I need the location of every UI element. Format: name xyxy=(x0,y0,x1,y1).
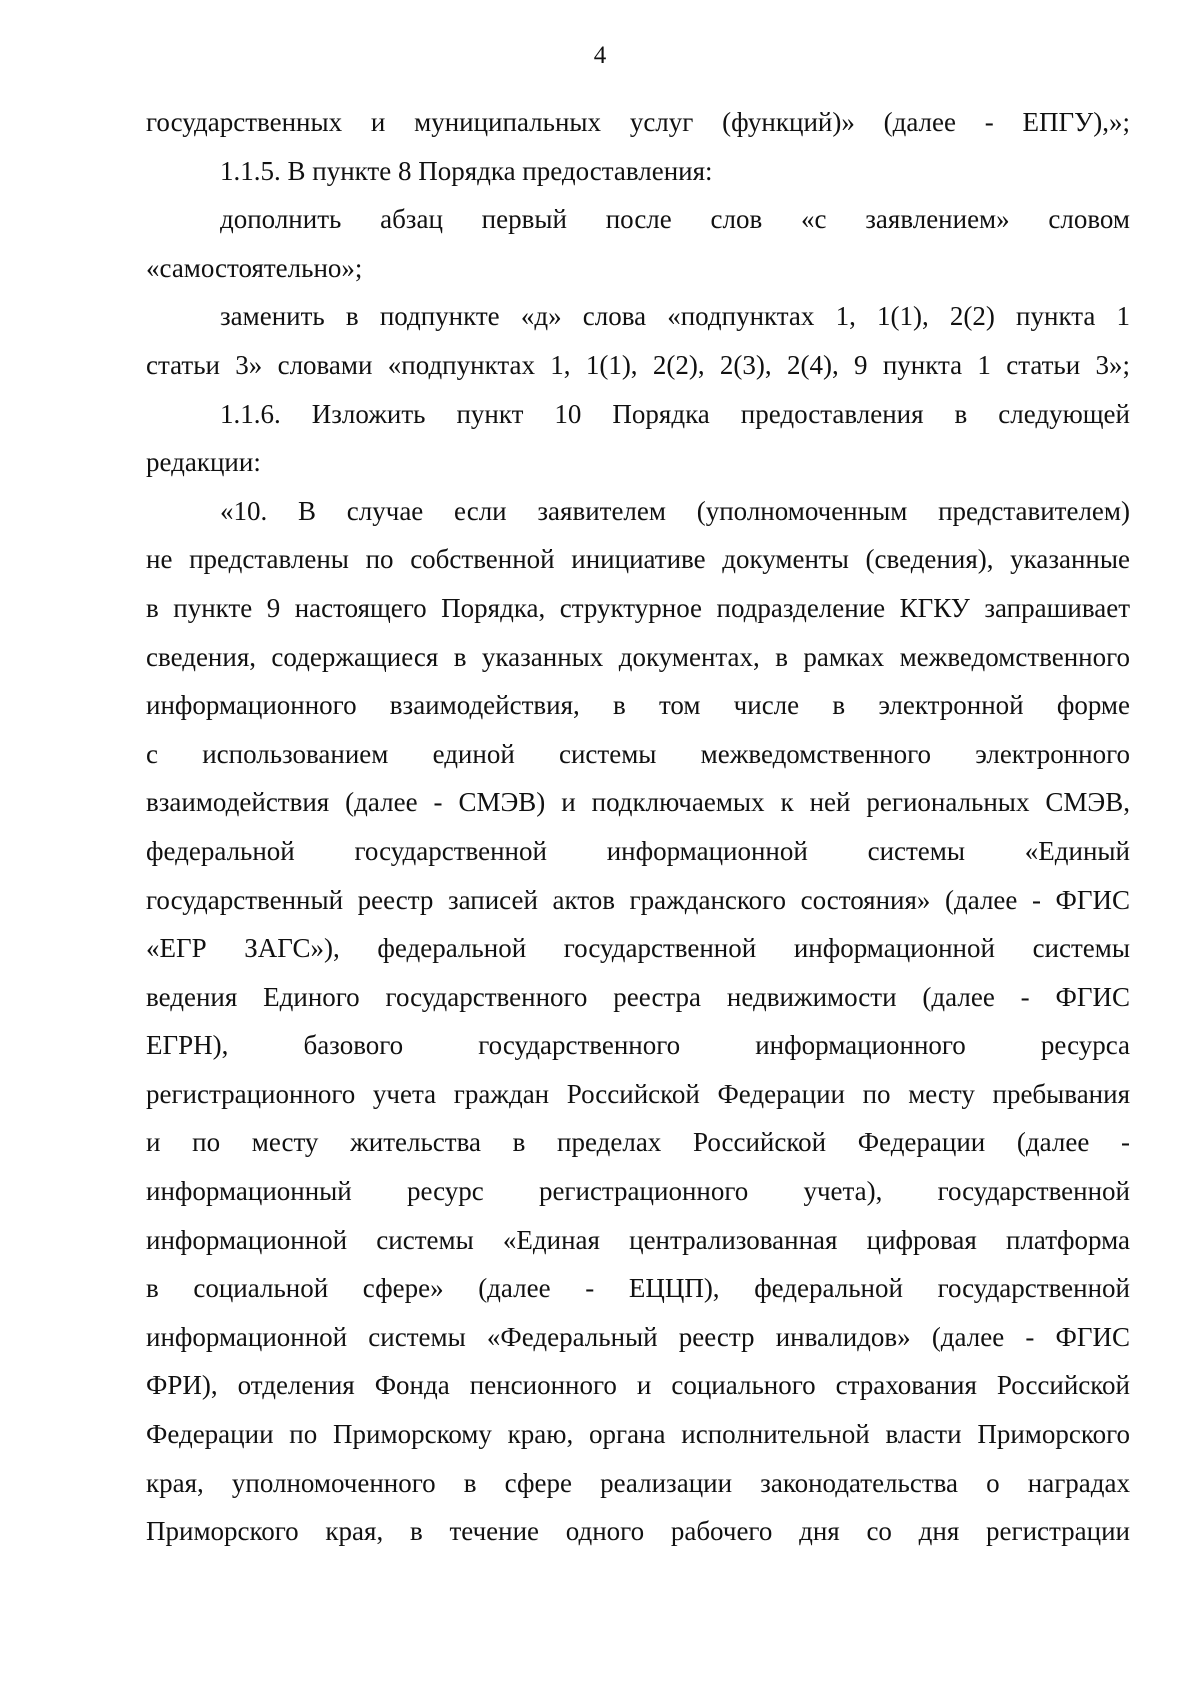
text-line: и по месту жительства в пределах Российской Федерации (далее - xyxy=(146,1127,1130,1158)
text-line: ЕГРН), базового государственного информационного ресурса xyxy=(146,1030,1130,1061)
page-number: 4 xyxy=(593,42,607,69)
text-line: государственных и муниципальных услуг (функций)» (далее - ЕПГУ),»; xyxy=(146,107,1130,137)
text-line: ведения Единого государственного реестра недвижимости (далее - ФГИС xyxy=(146,981,1130,1012)
document-body xyxy=(146,98,1130,1556)
text-line: федеральной государственной информационной системы «Единый xyxy=(146,835,1130,866)
text-line: в социальной сфере» (далее - ЕЦЦП), федеральной государственной xyxy=(146,1273,1130,1304)
text-line: ФРИ), отделения Фонда пенсионного и социального страхования Российской xyxy=(146,1370,1130,1401)
text-line: «ЕГР ЗАГС»), федеральной государственной информационной системы xyxy=(146,933,1130,964)
text-line: взаимодействия (далее - СМЭВ) и подключаемых к ней региональных СМЭВ, xyxy=(146,787,1130,818)
text-line: Приморского края, в течение одного рабочего дня со дня регистрации xyxy=(146,1516,1130,1547)
text-line: 1.1.5. В пункте 8 Порядка предоставления: xyxy=(220,155,713,186)
text-line: 1.1.6. Изложить пункт 10 Порядка предоставления в следующей xyxy=(220,398,1130,429)
text-line: дополнить абзац первый после слов «с заявлением» словом xyxy=(220,204,1130,235)
text-line: информационной системы «Единая централизованная цифровая платформа xyxy=(146,1224,1130,1255)
text-line: края, уполномоченного в сфере реализации законодательства о наградах xyxy=(146,1467,1130,1498)
text-line: редакции: xyxy=(146,447,261,478)
text-line: Федерации по Приморскому краю, органа исполнительной власти Приморского xyxy=(146,1419,1130,1450)
text-line: информационный ресурс регистрационного учета), государственной xyxy=(146,1176,1130,1207)
text-line: «самостоятельно»; xyxy=(146,252,363,283)
text-line: сведения, содержащиеся в указанных документах, в рамках межведомственного xyxy=(146,641,1130,672)
text-line: в пункте 9 настоящего Порядка, структурное подразделение КГКУ запрашивает xyxy=(146,592,1130,623)
text-line: «10. В случае если заявителем (уполномоченным представителем) xyxy=(220,495,1130,526)
text-line: регистрационного учета граждан Российской Федерации по месту пребывания xyxy=(146,1078,1130,1109)
text-line: не представлены по собственной инициативе документы (сведения), указанные xyxy=(146,544,1130,575)
text-line: с использованием единой системы межведомственного электронного xyxy=(146,738,1130,769)
text-line: информационной системы «Федеральный реестр инвалидов» (далее - ФГИС xyxy=(146,1321,1130,1352)
text-line: заменить в подпункте «д» слова «подпунктах 1, 1(1), 2(2) пункта 1 xyxy=(220,301,1130,332)
text-line: статьи 3» словами «подпунктах 1, 1(1), 2(2), 2(3), 2(4), 9 пункта 1 статьи 3»; xyxy=(146,349,1130,380)
text-line: информационного взаимодействия, в том числе в электронной форме xyxy=(146,690,1130,721)
text-line: государственный реестр записей актов гражданского состояния» (далее - ФГИС xyxy=(146,884,1130,915)
